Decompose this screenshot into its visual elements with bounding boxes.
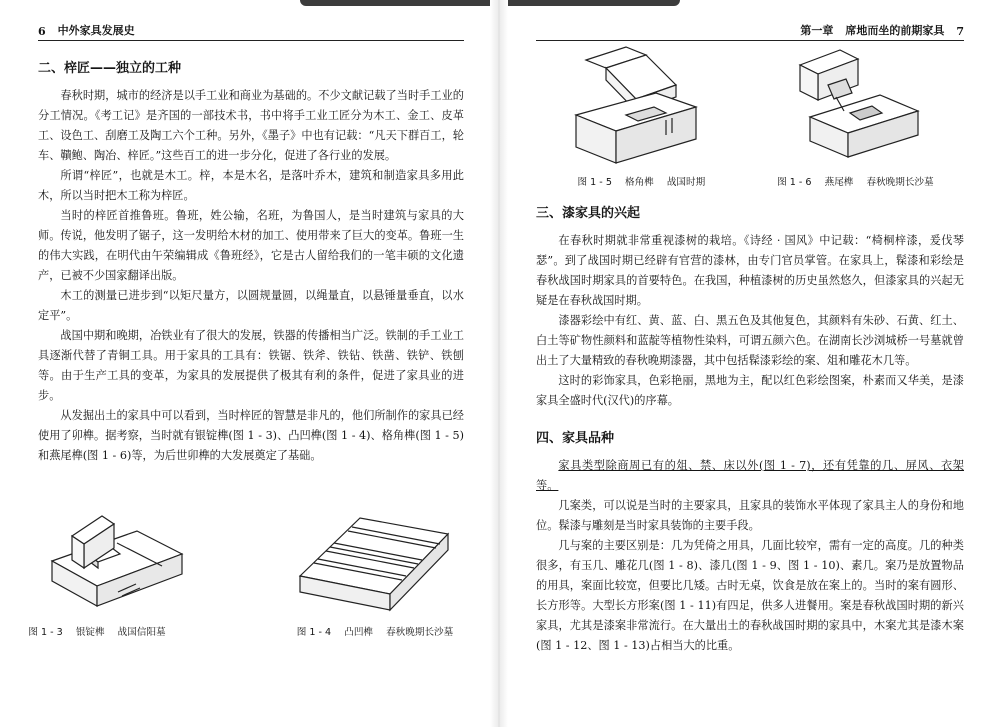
figure-source: 战国信阳墓	[117, 627, 166, 638]
figure-number: 图 1 - 5	[577, 177, 612, 188]
figure-number: 图 1 - 6	[777, 177, 812, 188]
running-head-left	[38, 22, 464, 41]
figure-caption	[578, 174, 706, 188]
figure-name: 银锭榫	[75, 627, 105, 638]
figure-1-3	[28, 506, 192, 638]
figure-1-4	[290, 506, 460, 638]
book-title: 中外家具发展史	[57, 24, 135, 37]
running-head-right	[536, 22, 964, 41]
paragraph: 这时的彩饰家具，色彩艳丽，黑地为主，配以红色彩绘图案，朴素而又华美，是漆家具全盛时代(汉代)的序幕。	[536, 374, 964, 407]
figure-caption	[28, 624, 165, 638]
paragraph: 从发掘出土的家具中可以看到，当时梓匠的智慧是非凡的，他们所制作的家具已经使用了卯榫。据考察，当时就有银锭榫(图 1 - 3)、凸凹榫(图 1 - 4)、格角榫(图 1 - 5)和燕尾榫(图 1 - 6)等，为后世卯榫的大发展奠定了基础。	[38, 409, 464, 462]
dovetail-key-joint-drawing-icon	[42, 506, 192, 618]
paragraph: 几案类，可以说是当时的主要家具，且家具的装饰水平体现了家具主人的身份和地位。髹漆与雕刻是当时家具装饰的主要手段。	[536, 499, 964, 532]
figure-number: 图 1 - 4	[296, 627, 332, 638]
figure-row-left	[28, 506, 464, 638]
tongue-groove-joint-drawing-icon	[290, 506, 460, 618]
paragraph: 几与案的主要区别是：几为凭倚之用具，几面比较窄，需有一定的高度。几的种类很多，有玉几、雕花几(图 1 - 8)、漆几(图 1 - 9、图 1 - 10)、素几。案乃是放置物品的用具，案面比较宽，但要比几矮。古时无桌，饮食是放在案上的。当时的案有圆形、长方形等。大型长方形案(图 1 - 11)有四足，供多人进餐用。案是春秋战国时期的新兴家具，尤其是漆案非常流行。在大量出土的春秋战国时期的家具中，木案尤其是漆木案(图 1 - 12、图 1 - 13)占相当大的比重。	[536, 539, 964, 652]
figure-source: 战国时期	[666, 177, 706, 188]
page-number: 6	[38, 25, 46, 38]
section-heading-3: 三、漆家具的兴起	[536, 206, 641, 221]
figure-1-5	[566, 45, 716, 188]
figure-source: 春秋晚期长沙墓	[386, 627, 454, 638]
chapter-title: 席地而坐的前期家具	[845, 24, 945, 37]
paragraph: 当时的梓匠首推鲁班。鲁班，姓公输，名班，为鲁国人，是当时建筑与家具的大师。传说，他发明了锯子，这一发明给木材的加工、使用带来了巨大的变革。鲁班一生的伟大实践，在明代由午荣编辑成《鲁班经》，它是古人留给我们的一笔丰硕的文化遗产，已被不少国家翻译出版。	[38, 209, 464, 282]
paragraph: 所谓“梓匠”，也就是木工。梓，本是木名，是落叶乔木，建筑和制造家具多用此木，所以当时把木工称为梓匠。	[38, 169, 464, 202]
left-page	[0, 0, 492, 727]
figure-source: 春秋晚期长沙墓	[866, 177, 934, 188]
figure-1-6	[777, 45, 933, 188]
right-page	[506, 0, 1000, 727]
figure-caption	[297, 624, 453, 638]
paragraph: 家具类型除商周已有的俎、禁、床以外(图 1 - 7)，还有凭靠的几、屏风、衣架等。	[536, 459, 964, 492]
figure-row-right	[536, 45, 964, 188]
chapter-number: 第一章	[800, 24, 834, 37]
paragraph: 漆器彩绘中有红、黄、蓝、白、黑五色及其他复色，其颜料有朱砂、石黄、红土、白土等矿物性颜料和蓝靛等植物性染料，可谓五颜六色。在湖南长沙浏城桥一号墓就曾出土了大量精致的春秋晚期漆器，其中包括髹漆彩绘的案、俎和雕花木几等。	[536, 314, 964, 367]
paragraph: 战国中期和晚期，冶铁业有了很大的发展，铁器的传播相当广泛。铁制的手工业工具逐渐代替了青铜工具。用于家具的工具有：铁锯、铁斧、铁钻、铁凿、铁铲、铁刨等。由于生产工具的变革，为家具的发展提供了极其有利的条件，促进了家具业的进步。	[38, 329, 464, 402]
figure-caption	[777, 174, 933, 188]
page-number: 7	[956, 25, 964, 38]
figure-name: 格角榫	[625, 177, 654, 188]
section-heading-2: 二、梓匠——独立的工种	[38, 61, 182, 76]
miter-joint-drawing-icon	[566, 45, 716, 170]
paragraph: 在春秋时期就非常重视漆树的栽培。《诗经 · 国风》中记载：“椅桐梓漆，爰伐琴瑟”。到了战国时期已经辟有官营的漆林，由专门官员掌管。在家具上，髹漆和彩绘是春秋战国时期家具的首要特色。在我国，种植漆树的历史虽然悠久，但漆家具的兴起无疑是在春秋战国时期。	[536, 234, 964, 307]
figure-name: 燕尾榫	[824, 177, 854, 188]
figure-name: 凸凹榫	[344, 627, 374, 638]
figure-number: 图 1 - 3	[28, 627, 63, 638]
section-4-body	[536, 456, 964, 656]
paragraph: 木工的测量已进步到“以矩尺量方，以圆规量圆，以绳量直，以悬锤量垂直，以水定平”。	[38, 289, 464, 322]
section-3-body	[536, 231, 964, 411]
paragraph: 春秋时期，城市的经济是以手工业和商业为基础的。不少文献记载了当时手工业的分工情况。《考工记》是齐国的一部技术书，书中将手工业工匠分为木工、金工、皮革工、设色工、刮磨工及陶工六个工种。另外，《墨子》中也有记载：“凡天下群百工，轮车、鞼鲍、陶冶、梓匠。”这些百工的进一步分化，促进了各行业的发展。	[38, 89, 464, 162]
dovetail-joint-drawing-icon	[780, 45, 930, 170]
section-2-body	[38, 86, 464, 466]
section-heading-4: 四、家具品种	[536, 431, 615, 446]
